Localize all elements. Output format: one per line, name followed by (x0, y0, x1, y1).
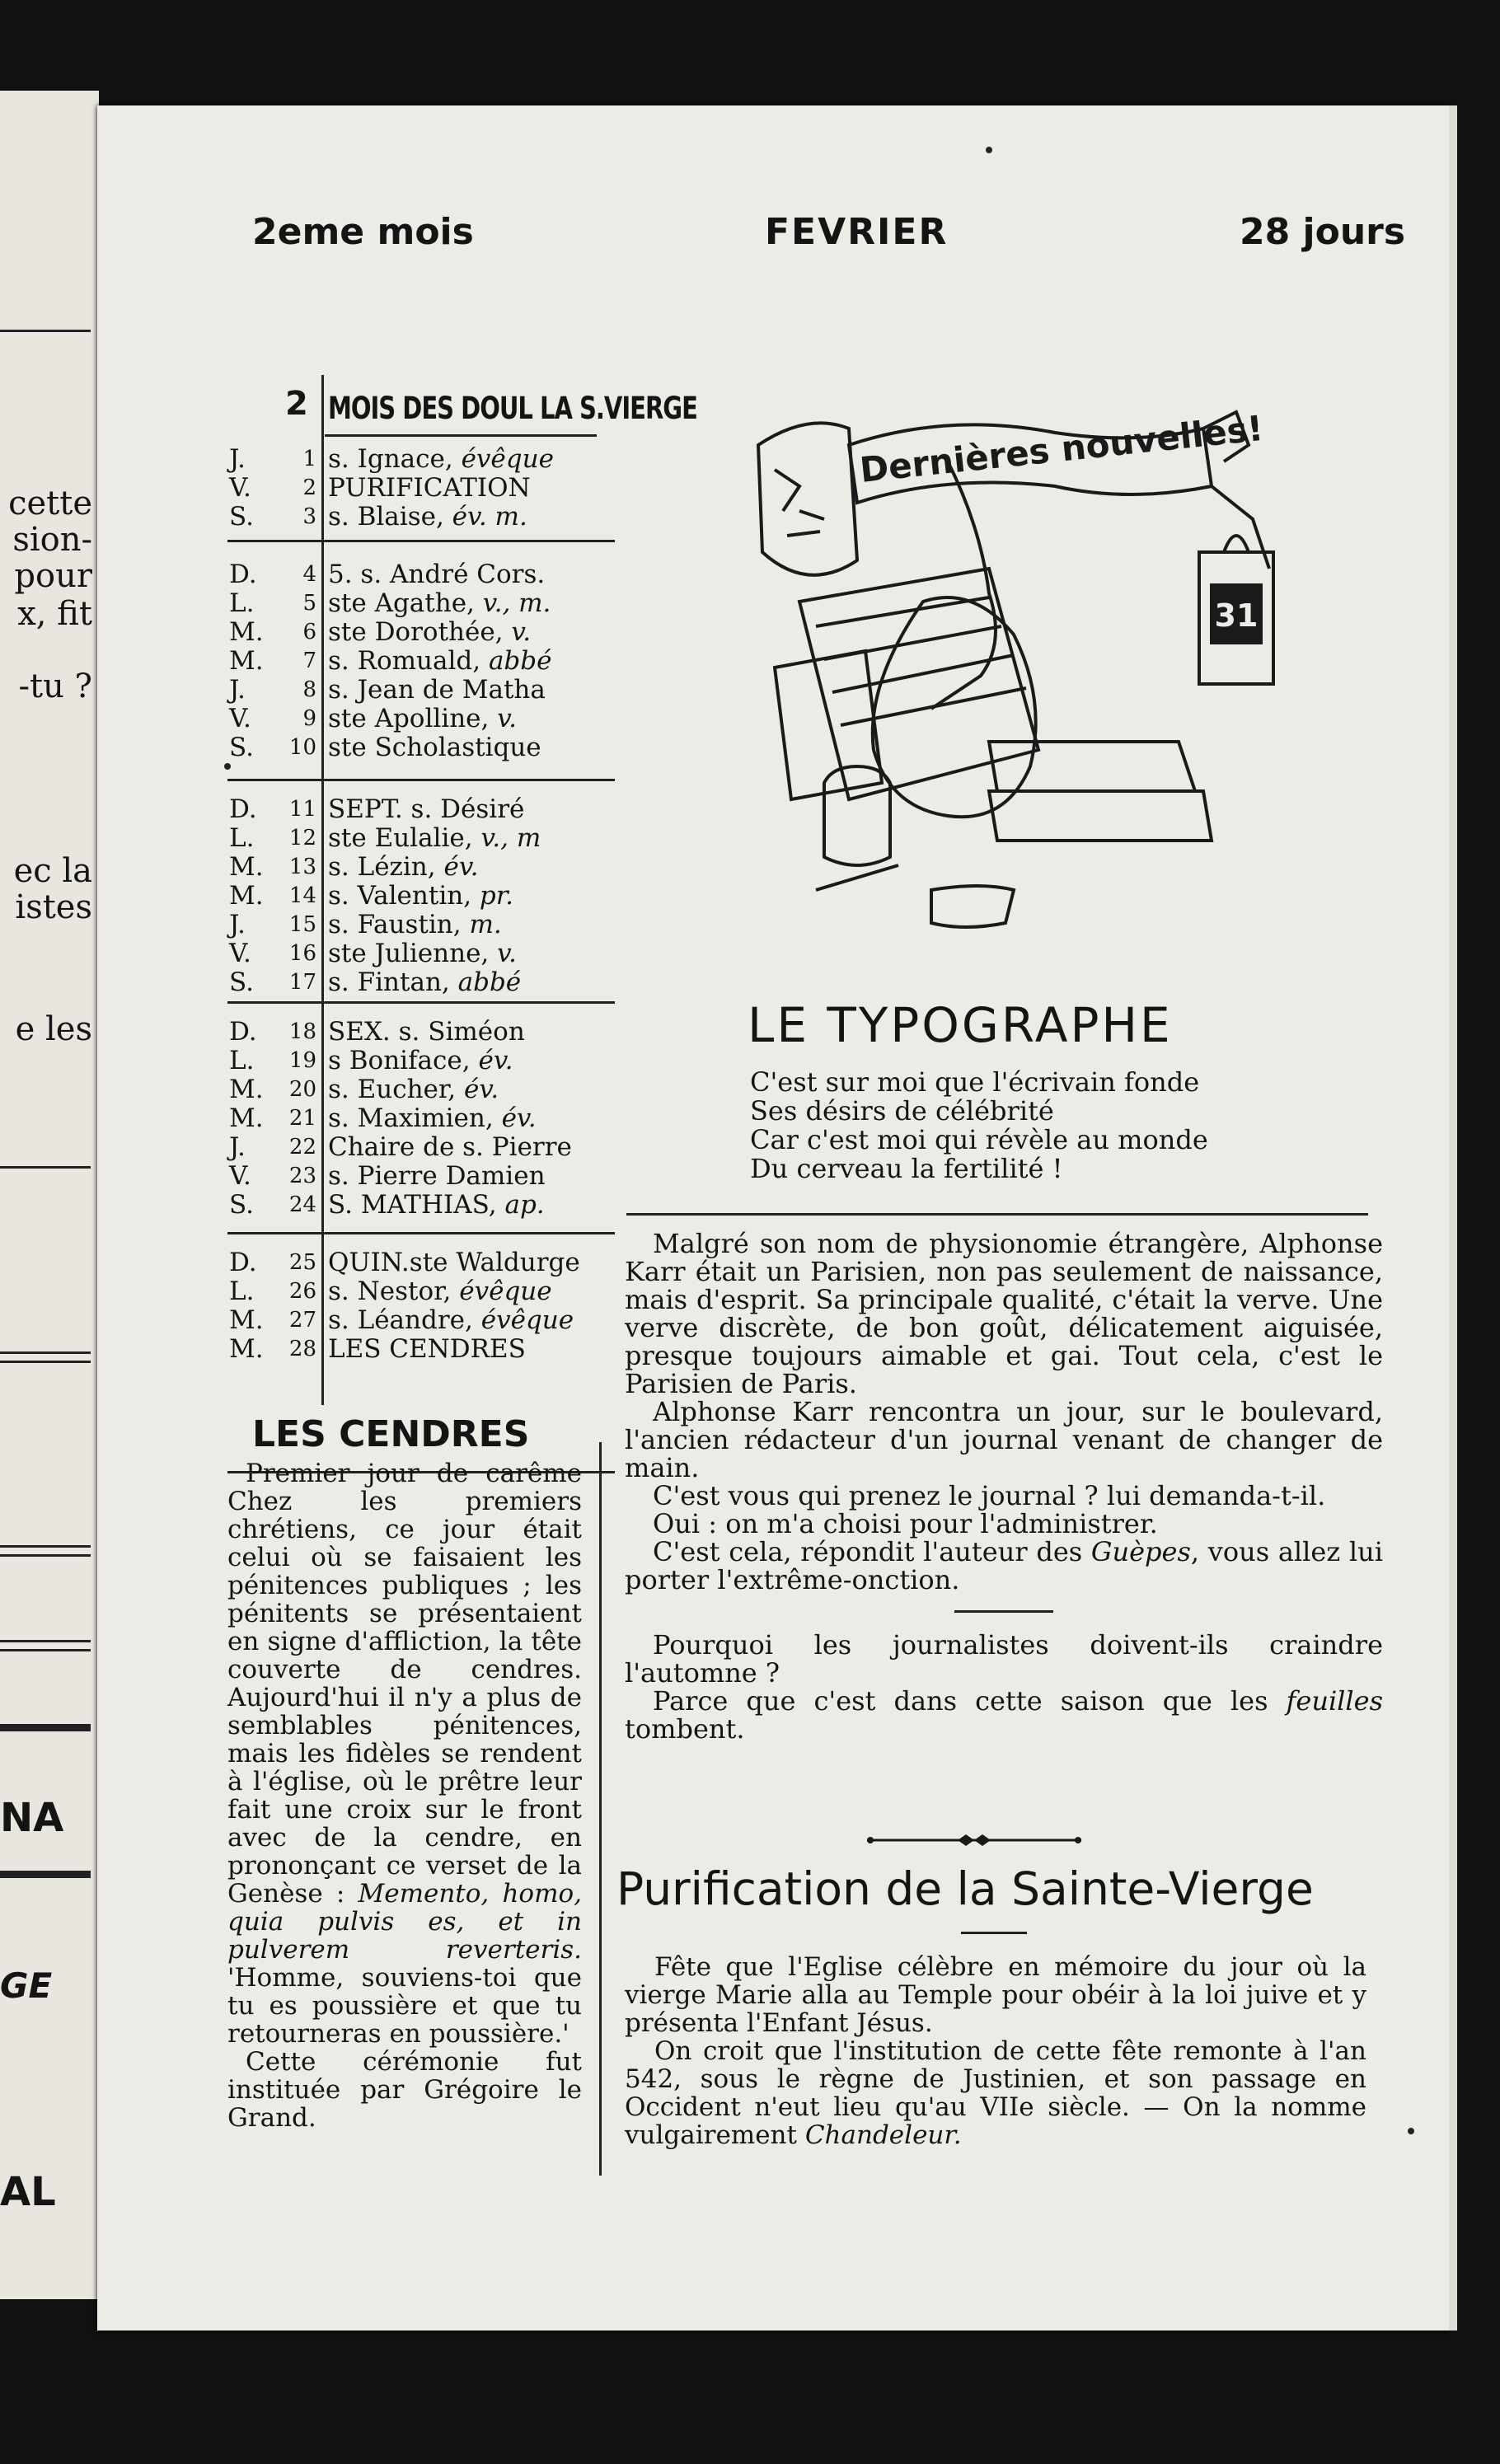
section-rule (626, 1213, 1368, 1216)
weekday-letter: M. (229, 1305, 264, 1335)
day-number: 27 (288, 1308, 316, 1333)
poem-line: Du cerveau la fertilité ! (750, 1153, 1063, 1184)
calendar-day-row (227, 560, 615, 589)
saint-name: QUIN.ste Waldurge (328, 1248, 580, 1277)
calendar-day-row (227, 618, 615, 647)
weekday-letter: J. (229, 675, 246, 705)
day-number: 5 (302, 591, 316, 616)
weekday-letter: J. (229, 1132, 246, 1162)
calendar-day-row (227, 705, 615, 733)
calendar-day-row (227, 1248, 615, 1277)
saint-name: s Boniface, év. (328, 1046, 513, 1075)
day-number: 17 (288, 970, 316, 995)
saint-name: s. Léandre, évêque (328, 1305, 574, 1335)
day-number: 18 (288, 1019, 316, 1044)
book-stack (989, 742, 1212, 841)
weekday-letter: L. (229, 823, 255, 853)
day-number: 14 (288, 883, 316, 908)
weekday-letter: M. (229, 1075, 264, 1104)
calendar-day-row (227, 445, 615, 474)
weekday-letter: S. (229, 733, 254, 762)
alphonse-karr-article (625, 1230, 1383, 1743)
weekday-letter: L. (229, 1277, 255, 1306)
weekday-letter: S. (229, 1190, 254, 1220)
saint-name: PURIFICATION (328, 473, 531, 503)
calendar-day-row (227, 1075, 615, 1104)
title-underline (961, 1932, 1027, 1934)
month-number: 2 (285, 385, 308, 423)
day-number: 3 (302, 504, 316, 529)
day-number: 19 (288, 1048, 316, 1073)
saint-name: s. Faustin, m. (328, 910, 502, 939)
weekday-letter: L. (229, 1046, 255, 1075)
calendar-day-row (227, 676, 615, 705)
day-number: 22 (288, 1135, 316, 1159)
day-number: 12 (288, 826, 316, 850)
saint-name: s. Nestor, évêque (328, 1277, 552, 1306)
article-paragraph: Alphonse Karr rencontra un jour, sur le boulevard, l'ancien rédacteur d'un journal venant de changer de main. (625, 1396, 1383, 1483)
saint-name: s. Valentin, pr. (328, 881, 514, 911)
day-number: 7 (302, 649, 316, 673)
weekday-letter: L. (229, 588, 255, 618)
article-paragraph: C'est cela, répondit l'auteur des Guèpes, vous allez lui porter l'extrême-onction. (625, 1536, 1384, 1595)
calendar-day-row (227, 733, 615, 762)
day-number: 23 (288, 1164, 316, 1188)
text-fragment: istes (15, 888, 92, 926)
ink-roller (931, 886, 1014, 927)
article-paragraph: Malgré son nom de physionomie étrangère, Alphonse Karr était un Parisien, non pas seulement de naissance, mais d'esprit. Sa principale qualité, c'était la verve. Une verve discrète, de bon goût, délicatement aiguisée, presque toujours aimable et gai. Tout cela, c'est le Parisien de Paris. (625, 1228, 1383, 1399)
saint-name: Chaire de s. Pierre (328, 1132, 572, 1162)
column-divider (599, 1442, 602, 2176)
weekday-letter: M. (229, 646, 264, 676)
text-fragment: e les (15, 1010, 92, 1048)
shield-shape (758, 423, 857, 574)
header-month-name: FEVRIER (765, 211, 949, 253)
weekday-letter: M. (229, 1103, 264, 1133)
day-number: 1 (302, 447, 316, 471)
short-divider (954, 1610, 1053, 1613)
print-speck (1408, 2128, 1414, 2134)
article-paragraph: Parce que c'est dans cette saison que les feuilles tombent. (625, 1685, 1383, 1745)
weekday-letter: D. (229, 560, 257, 589)
saint-name: s. Romuald, abbé (328, 646, 552, 676)
day-number: 2 (302, 475, 316, 500)
calendar-day-row (227, 1335, 615, 1364)
weekday-letter: V. (229, 1161, 251, 1191)
calendar-day-row (227, 503, 615, 532)
calendar-day-row (227, 1277, 615, 1306)
saint-name: ste Dorothée, v. (328, 617, 532, 647)
saint-name: s. Jean de Matha (328, 675, 546, 705)
calendar-day-row (227, 968, 615, 997)
calendar-day-row (227, 1047, 615, 1075)
thick-divider (0, 1724, 91, 1731)
purification-article (625, 1953, 1366, 2149)
saint-name: s. Pierre Damien (328, 1161, 546, 1191)
les-cendres-closing: Cette cérémonie fut instituée par Grégoire le Grand. (227, 2047, 582, 2133)
week-separator (227, 779, 615, 781)
type-case (799, 569, 1038, 799)
ornament-divider (867, 1833, 1081, 1848)
calendar-day-row (227, 853, 615, 882)
weekday-letter: V. (229, 939, 251, 968)
day-number: 21 (288, 1106, 316, 1131)
weekday-letter: D. (229, 1248, 257, 1277)
les-cendres-text: Premier jour de carême Chez les premiers chrétiens, ce jour était celui où se faisaient les pénitences publiques ; les pénitents se présentaient en signe d'affliction, la tête couverte de cendres. Aujourd'hui il n'y a plus de semblables pénitences, mais les fidèles se rendent à l'église, où le prêtre leur fait une croix sur le front avec de la cendre, en prononçant ce verset de la Genèse : Memento, homo, quia pulvis es, et in pulverem reverteris. 'Homme, souviens-toi que tu es poussière et que tu retourneras en poussière.' (227, 1459, 582, 2049)
weekday-letter: J. (229, 910, 246, 939)
le-typographe-poem (750, 1068, 1208, 1183)
article-paragraph: On croit que l'institution de cette fête remonte à l'an 542, sous le règne de Justinien, et son passage en Occident n'eut lieu qu'au VIIe siècle. — On la nomme vulgairement Chandeleur. (625, 2036, 1366, 2150)
page-edge (1449, 105, 1457, 2330)
poem-line: C'est sur moi que l'écrivain fonde (750, 1066, 1200, 1098)
saint-name: SEX. s. Siméon (328, 1017, 525, 1047)
weekday-letter: M. (229, 617, 264, 647)
weekday-letter: D. (229, 1017, 257, 1047)
saint-name: ste Eulalie, v., m (328, 823, 541, 853)
day-number: 24 (288, 1192, 316, 1217)
text-fragment: pour (14, 557, 92, 595)
verse-translation: 'Homme, souviens-toi que tu es poussière et que tu retourneras en poussière.' (227, 1963, 582, 2049)
print-speck (224, 763, 231, 770)
day-number: 4 (302, 562, 316, 587)
text-fragment: -tu ? (18, 668, 92, 705)
weekday-letter: M. (229, 852, 264, 882)
purification-title: Purification de la Sainte-Vierge (616, 1862, 1314, 1915)
saint-name: s. Fintan, abbé (328, 967, 522, 997)
calendar-day-row (227, 647, 615, 676)
day-number: 9 (302, 706, 316, 731)
thick-divider (0, 1871, 91, 1878)
banner-text: Dernières nouvelles! (857, 407, 1265, 490)
article-paragraph: Fête que l'Eglise célèbre en mémoire du jour où la vierge Marie alla au Temple pour obéir à la loi juive et y présenta l'Enfant Jésus. (625, 1952, 1366, 2038)
day-number: 13 (288, 855, 316, 879)
saint-name: LES CENDRES (328, 1334, 526, 1364)
week-separator (227, 1001, 615, 1004)
double-divider (0, 1545, 91, 1557)
saint-name: 5. s. André Cors. (328, 560, 546, 589)
saint-name: s. Eucher, év. (328, 1075, 499, 1104)
day-number: 6 (302, 620, 316, 644)
calendar-tag-number: 31 (1214, 597, 1259, 634)
calendar-day-row (227, 795, 615, 824)
gnome-body (873, 597, 1036, 817)
weekday-letter: S. (229, 502, 254, 532)
calendar-day-row (227, 1018, 615, 1047)
calendar-column-header (227, 375, 697, 437)
typographer-illustration (742, 396, 1327, 964)
print-speck (986, 147, 992, 153)
weekday-letter: M. (229, 881, 264, 911)
weekday-letter: J. (229, 444, 246, 474)
poem-line: Car c'est moi qui révèle au monde (750, 1124, 1208, 1155)
calendar-day-row (227, 1306, 615, 1335)
calendar-day-row (227, 1104, 615, 1133)
text-fragment: ec la (13, 852, 92, 890)
heading-fragment: GE (0, 1965, 53, 2006)
calendar-day-row (227, 911, 615, 939)
text-fragment: sion- (12, 521, 92, 559)
poem-line: Ses désirs de célébrité (750, 1095, 1054, 1127)
header-month-ordinal: 2eme mois (252, 211, 474, 253)
saint-name: ste Scholastique (328, 733, 541, 762)
saint-name: s. Lézin, év. (328, 852, 479, 882)
latin-verse: Memento, homo, quia pulvis es, et in pulverem reverteris. (227, 1879, 582, 1965)
calendar-day-row (227, 1133, 615, 1162)
calendar-day-row (227, 474, 615, 503)
les-cendres-article (227, 1413, 582, 2132)
double-divider (0, 1351, 91, 1363)
day-number: 10 (288, 735, 316, 760)
divider (0, 330, 91, 332)
calendar-day-row (227, 1162, 615, 1191)
heading-fragment: NA (0, 1795, 64, 1841)
adjacent-page-strip (0, 91, 99, 2299)
day-number: 25 (288, 1250, 316, 1275)
double-divider (0, 1640, 91, 1651)
weekday-letter: M. (229, 1334, 264, 1364)
header-day-count: 28 jours (1240, 211, 1406, 253)
calendar-day-row (227, 589, 615, 618)
calendar-day-row (227, 939, 615, 968)
saint-name: s. Blaise, év. m. (328, 502, 527, 532)
article-paragraph: Oui : on m'a choisi pour l'administrer. (653, 1508, 1158, 1539)
article-paragraph: Pourquoi les journalistes doivent-ils craindre l'automne ? (625, 1629, 1383, 1689)
saint-name: s. Maximien, év. (328, 1103, 537, 1133)
day-number: 26 (288, 1279, 316, 1304)
calendar-day-row (227, 882, 615, 911)
le-typographe-title: LE TYPOGRAPHE (748, 997, 1173, 1053)
article-paragraph: C'est vous qui prenez le journal ? lui demanda-t-il. (653, 1480, 1326, 1511)
weekday-letter: S. (229, 967, 254, 997)
saint-name: ste Apolline, v. (328, 704, 517, 733)
saint-name: s. Ignace, évêque (328, 444, 554, 474)
divider (0, 1166, 91, 1169)
calendar-day-row (227, 824, 615, 853)
weekday-letter: V. (229, 704, 251, 733)
day-number: 28 (288, 1337, 316, 1361)
header-rule (325, 434, 597, 437)
text-fragment: x, fit (17, 595, 92, 633)
saint-name: ste Agathe, v., m. (328, 588, 551, 618)
heading-fragment: AL (0, 2169, 56, 2215)
saint-name: SEPT. s. Désiré (328, 794, 525, 824)
day-number: 15 (288, 912, 316, 937)
day-number: 11 (288, 797, 316, 822)
saint-name: S. MATHIAS, ap. (328, 1190, 545, 1220)
month-dedication: MOIS DES DOUL LA S.VIERGE (328, 390, 697, 427)
saint-name: ste Julienne, v. (328, 939, 517, 968)
text-fragment: cette (8, 485, 92, 522)
day-number: 20 (288, 1077, 316, 1102)
calendar-day-row (227, 1191, 615, 1220)
day-number: 8 (302, 677, 316, 702)
week-separator (227, 1232, 615, 1234)
les-cendres-title: LES CENDRES (252, 1413, 530, 1455)
week-separator (227, 540, 615, 542)
weekday-letter: V. (229, 473, 251, 503)
day-number: 16 (288, 941, 316, 966)
weekday-letter: D. (229, 794, 257, 824)
